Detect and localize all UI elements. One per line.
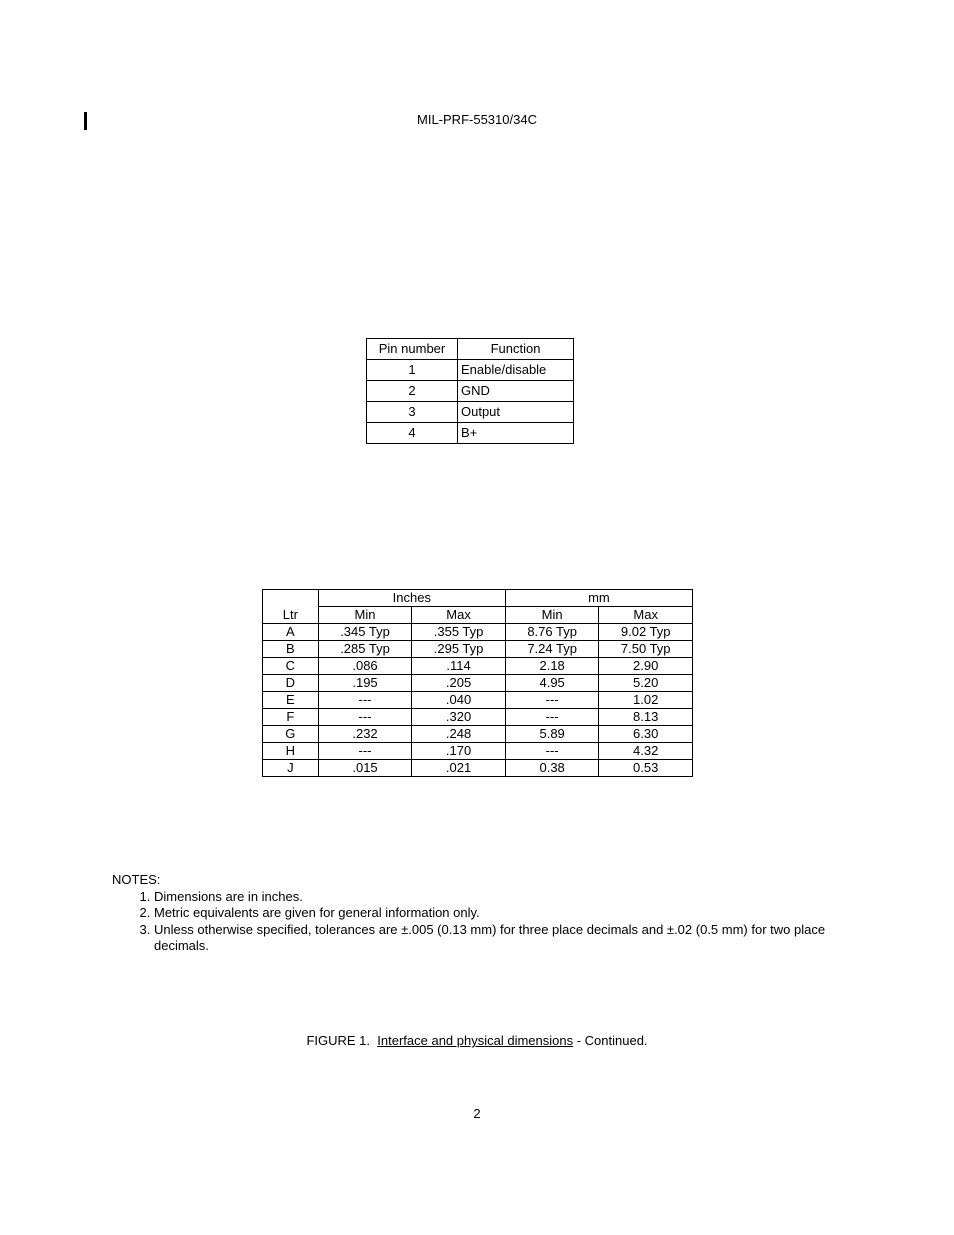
mm-min-cell: 8.76 Typ (505, 624, 599, 641)
mm-max-cell: 0.53 (599, 760, 693, 777)
table-row (263, 760, 693, 777)
function-cell: Enable/disable (458, 360, 574, 381)
table-row (263, 709, 693, 726)
mm-max-cell: 1.02 (599, 692, 693, 709)
figure-label: FIGURE 1. (306, 1033, 371, 1048)
note-item: 3. Unless otherwise specified, tolerances are ±.005 (0.13 mm) for three place decimals and ±.02 (0.5 mm) for two place decimals. (154, 922, 852, 955)
table-row (367, 402, 574, 423)
inches-max-cell: .170 (412, 743, 506, 760)
function-cell: B+ (458, 423, 574, 444)
ltr-cell: A (263, 624, 319, 641)
pin-number-cell: 4 (367, 423, 458, 444)
ltr-cell: F (263, 709, 319, 726)
inches-min-cell: .086 (318, 658, 412, 675)
table-row (263, 624, 693, 641)
pin-function-table (366, 338, 574, 444)
inches-min-cell: .015 (318, 760, 412, 777)
inches-min-cell: .195 (318, 675, 412, 692)
mm-min-cell: 2.18 (505, 658, 599, 675)
notes-list (112, 889, 852, 955)
column-header-inches-max: Max (412, 607, 506, 624)
pin-number-cell: 2 (367, 381, 458, 402)
mm-max-cell: 5.20 (599, 675, 693, 692)
table-row (263, 743, 693, 760)
figure-title: Interface and physical dimensions (377, 1033, 574, 1048)
ltr-cell: G (263, 726, 319, 743)
group-header-mm: mm (505, 590, 692, 607)
figure-caption (0, 1033, 954, 1048)
dimensions-table-body (263, 624, 693, 777)
table-sub-header-row (263, 607, 693, 624)
document-number: MIL-PRF-55310/34C (417, 112, 537, 127)
inches-max-cell: .320 (412, 709, 506, 726)
inches-max-cell: .021 (412, 760, 506, 777)
function-cell: GND (458, 381, 574, 402)
mm-max-cell: 6.30 (599, 726, 693, 743)
dimensions-table (262, 589, 693, 777)
column-header-mm-min: Min (505, 607, 599, 624)
inches-max-cell: .248 (412, 726, 506, 743)
ltr-cell: C (263, 658, 319, 675)
column-header-pin-number: Pin number (367, 339, 458, 360)
inches-min-cell: .285 Typ (318, 641, 412, 658)
inches-max-cell: .355 Typ (412, 624, 506, 641)
table-row (367, 423, 574, 444)
table-row (263, 658, 693, 675)
table-row (263, 726, 693, 743)
ltr-cell: B (263, 641, 319, 658)
table-row (263, 675, 693, 692)
table-group-header-row (263, 590, 693, 607)
mm-min-cell: 5.89 (505, 726, 599, 743)
figure-suffix: - Continued. (573, 1033, 648, 1048)
table-header-row (367, 339, 574, 360)
ltr-cell: J (263, 760, 319, 777)
ltr-cell: H (263, 743, 319, 760)
notes-section (112, 872, 852, 955)
table-row (367, 381, 574, 402)
note-item: 1. Dimensions are in inches. (154, 889, 852, 906)
inches-max-cell: .040 (412, 692, 506, 709)
column-header-function: Function (458, 339, 574, 360)
function-cell: Output (458, 402, 574, 423)
pin-number-cell: 3 (367, 402, 458, 423)
group-header-inches: Inches (318, 590, 505, 607)
inches-max-cell: .295 Typ (412, 641, 506, 658)
table-row (263, 692, 693, 709)
mm-max-cell: 2.90 (599, 658, 693, 675)
inches-max-cell: .205 (412, 675, 506, 692)
table-row (263, 641, 693, 658)
ltr-cell: D (263, 675, 319, 692)
inches-min-cell: .345 Typ (318, 624, 412, 641)
pin-number-cell: 1 (367, 360, 458, 381)
mm-min-cell: --- (505, 709, 599, 726)
page-number: 2 (473, 1106, 481, 1121)
mm-min-cell: 4.95 (505, 675, 599, 692)
inches-max-cell: .114 (412, 658, 506, 675)
inches-min-cell: --- (318, 743, 412, 760)
note-item: 2. Metric equivalents are given for general information only. (154, 905, 852, 922)
mm-max-cell: 9.02 Typ (599, 624, 693, 641)
mm-max-cell: 7.50 Typ (599, 641, 693, 658)
column-header-mm-max: Max (599, 607, 693, 624)
notes-title: NOTES: (112, 872, 161, 887)
mm-min-cell: --- (505, 743, 599, 760)
inches-min-cell: .232 (318, 726, 412, 743)
column-header-ltr: Ltr (263, 590, 319, 624)
mm-min-cell: 0.38 (505, 760, 599, 777)
mm-min-cell: 7.24 Typ (505, 641, 599, 658)
inches-min-cell: --- (318, 709, 412, 726)
inches-min-cell: --- (318, 692, 412, 709)
table-row (367, 360, 574, 381)
mm-min-cell: --- (505, 692, 599, 709)
column-header-inches-min: Min (318, 607, 412, 624)
mm-max-cell: 8.13 (599, 709, 693, 726)
ltr-cell: E (263, 692, 319, 709)
mm-max-cell: 4.32 (599, 743, 693, 760)
